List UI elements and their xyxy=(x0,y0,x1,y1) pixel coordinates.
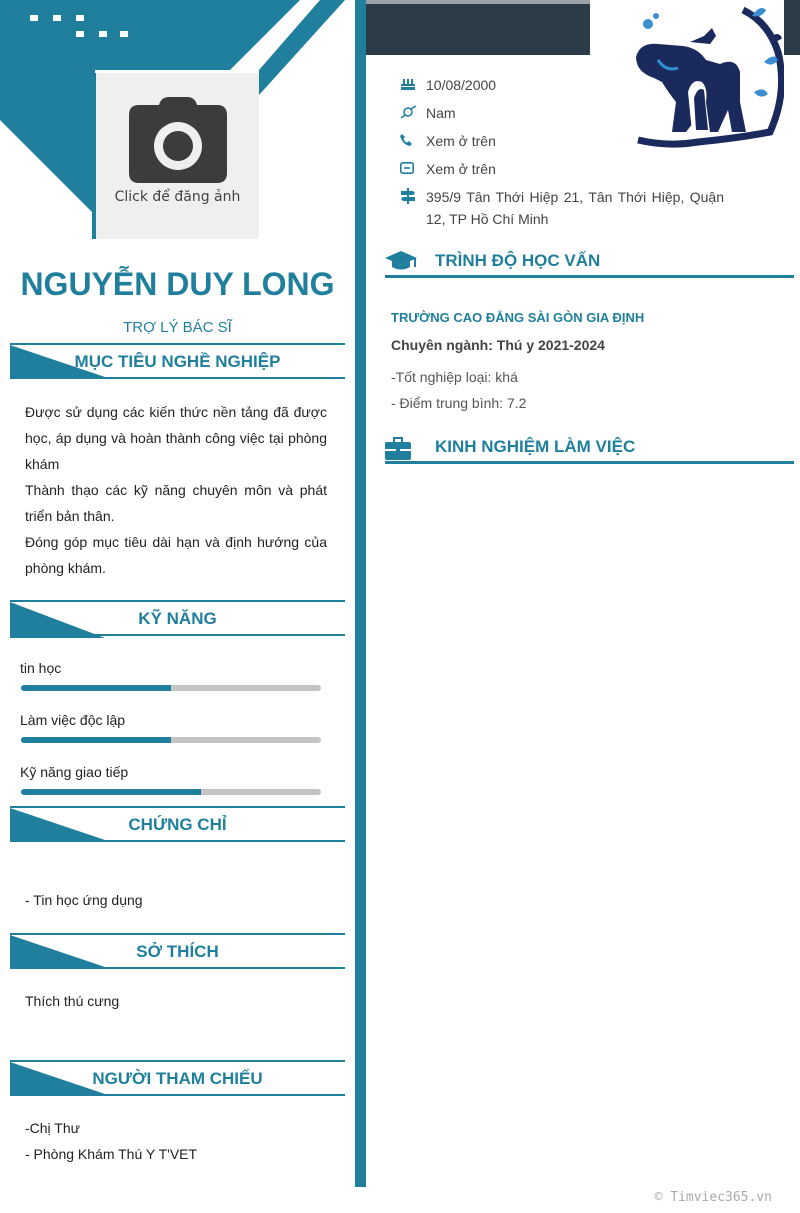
section-title: NGƯỜI THAM CHIẾU xyxy=(92,1069,263,1088)
address-value: 395/9 Tân Thới Hiệp 21, Tân Thới Hiệp, Quận 12, TP Hồ Chí Minh xyxy=(426,189,724,227)
skill-bar xyxy=(21,685,321,691)
watermark: © Timviec365.vn xyxy=(654,1190,772,1205)
section-certificates-header xyxy=(10,806,345,842)
objective-text xyxy=(25,399,327,581)
birthday-value: 10/08/2000 xyxy=(426,77,497,93)
phone-value: Xem ở trên xyxy=(426,133,496,149)
education-detail: - Điểm trung bình: 7.2 xyxy=(391,395,527,411)
skill-bar xyxy=(21,737,321,743)
objective-line: Được sử dụng các kiến thức nền tảng đã được học, áp dụng và hoàn thành công việc tại phòng khám xyxy=(25,404,327,472)
major: Chuyên ngành: Thú y 2021-2024 xyxy=(391,337,605,353)
email-value: Xem ở trên xyxy=(426,161,496,177)
reference-item: -Chị Thư xyxy=(25,1120,81,1136)
contact-birthday xyxy=(400,74,496,96)
phone-icon xyxy=(400,130,426,150)
skill-name: Làm việc độc lập xyxy=(20,712,126,728)
section-skills-header xyxy=(10,600,345,636)
education-detail: -Tốt nghiệp loại: khá xyxy=(391,369,518,385)
candidate-name: NGUYỄN DUY LONG xyxy=(20,266,335,302)
header-band xyxy=(366,0,590,55)
briefcase-icon xyxy=(385,436,411,465)
reference-item: - Phòng Khám Thú Y T'VET xyxy=(25,1146,198,1162)
section-title: CHỨNG CHỈ xyxy=(128,815,227,834)
skill-name: Kỹ năng giao tiếp xyxy=(20,764,129,780)
contact-gender xyxy=(400,102,456,124)
photo-upload[interactable] xyxy=(92,73,259,239)
school-name: TRƯỜNG CAO ĐẲNG SÀI GÒN GIA ĐỊNH xyxy=(391,310,645,325)
graduation-cap-icon xyxy=(385,250,417,279)
camera-icon xyxy=(129,97,227,183)
education-details xyxy=(391,364,526,416)
section-objective-header xyxy=(10,343,345,379)
birthday-icon xyxy=(400,74,426,94)
contact-email xyxy=(400,158,496,180)
candidate-role: TRỢ LÝ BÁC SĨ xyxy=(123,319,232,336)
section-title: SỞ THÍCH xyxy=(136,942,219,961)
skill-bar-fill xyxy=(21,789,201,795)
hobby-item: Thích thú cưng xyxy=(25,993,120,1009)
section-experience-header xyxy=(385,434,794,464)
certificate-item: - Tin học ứng dụng xyxy=(25,892,143,908)
section-title: MỤC TIÊU NGHỀ NGHIỆP xyxy=(74,352,281,371)
skill-bar xyxy=(21,789,321,795)
section-hobbies-header xyxy=(10,933,345,969)
column-divider xyxy=(355,0,366,1187)
skill-bar-fill xyxy=(21,737,171,743)
contact-phone xyxy=(400,130,496,152)
objective-line: Thành thạo các kỹ năng chuyên môn và phát triển bản thân. xyxy=(25,482,327,524)
section-title: KỸ NĂNG xyxy=(138,609,217,628)
section-education-header xyxy=(385,248,794,278)
skill-name: tin học xyxy=(20,660,62,676)
skill-bar-fill xyxy=(21,685,171,691)
gender-icon xyxy=(400,102,426,122)
gender-value: Nam xyxy=(426,105,456,121)
location-icon xyxy=(400,186,426,206)
section-references-header xyxy=(10,1060,345,1096)
section-title: KINH NGHIỆM LÀM VIỆC xyxy=(435,437,636,456)
pet-logo xyxy=(628,2,784,148)
contact-address xyxy=(400,186,724,230)
email-icon xyxy=(400,158,426,178)
reference-list xyxy=(25,1115,197,1167)
objective-line: Đóng góp mục tiêu dài hạn và định hướng của phòng khám. xyxy=(25,534,327,576)
header-band-right xyxy=(784,0,800,55)
section-title: TRÌNH ĐỘ HỌC VẤN xyxy=(435,251,601,270)
photo-caption: Click để đăng ảnh xyxy=(114,189,241,205)
